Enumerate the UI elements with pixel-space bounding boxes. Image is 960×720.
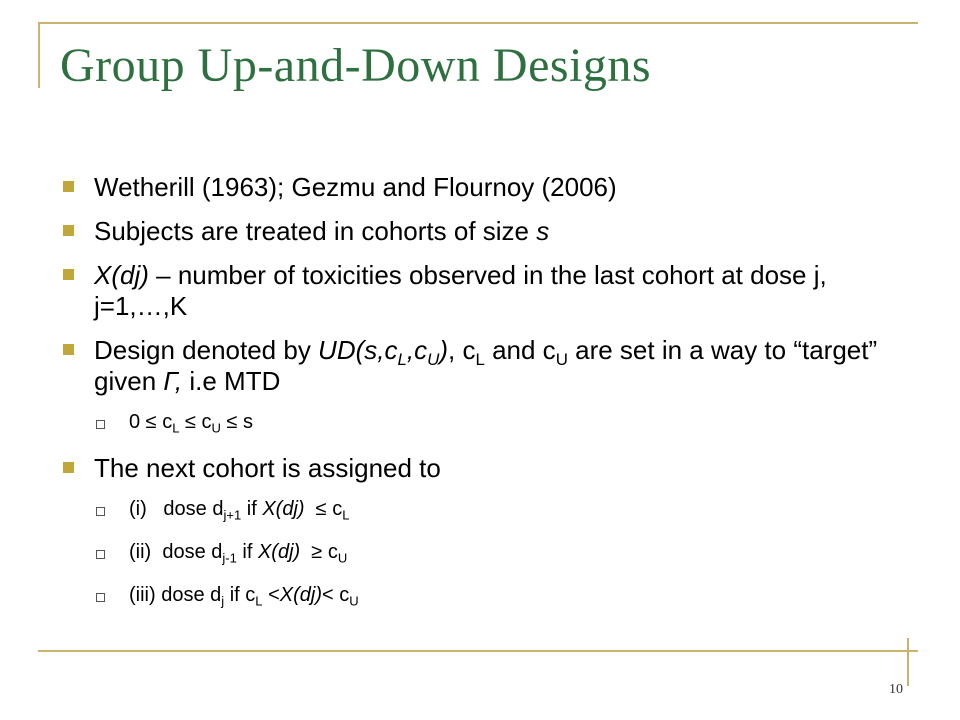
variable-text: X(dj) (94, 260, 149, 290)
bullet-text: , c (448, 335, 476, 365)
variable-text: s (536, 216, 550, 246)
subscript: L (342, 507, 350, 523)
square-bullet-icon (63, 462, 74, 473)
sub-bullet-text: ≤ s (220, 411, 254, 433)
gamma-symbol: Γ, (163, 366, 183, 396)
subscript: L (255, 593, 263, 609)
title-rule-vertical (38, 22, 40, 88)
square-bullet-icon (63, 225, 74, 236)
variable-text: X(dj) (262, 498, 305, 520)
square-outline-bullet-icon (96, 420, 105, 429)
square-bullet-icon (63, 344, 74, 355)
subscript: j (221, 593, 225, 609)
bullet-text: – number of toxicities observed in the last cohort at dose j, j=1,…,K (94, 260, 827, 321)
subscript: L (475, 349, 485, 369)
sub-bullet-text: if (241, 498, 263, 520)
square-outline-bullet-icon (96, 507, 105, 516)
bullet-text: The next cohort is assigned to (94, 453, 441, 483)
variable-text: X(dj) (257, 541, 301, 563)
sub-bullet-text: ≥ c (300, 541, 338, 563)
subscript: j-1 (222, 550, 237, 566)
sub-bullet-text: ≤ c (179, 411, 212, 433)
square-outline-bullet-icon (96, 550, 105, 559)
square-bullet-icon (63, 181, 74, 192)
sub-bullet-item (60, 497, 900, 521)
sub-bullet-text: if (236, 541, 258, 563)
slide-body (60, 172, 900, 626)
sub-bullet-text: (iii) dose d (129, 584, 222, 606)
subscript: U (211, 420, 221, 436)
sub-bullet-text: if c (224, 584, 256, 606)
subscript: U (337, 550, 348, 566)
subscript: L (172, 420, 180, 436)
bullet-text: Design denoted by (94, 335, 319, 365)
bullet-text: Subjects are treated in cohorts of size (94, 216, 537, 246)
bullet-text: and c (484, 335, 556, 365)
bullet-text: are set in a way to “target” given (94, 335, 878, 396)
sub-bullet-item (60, 410, 900, 434)
footer-rule-horizontal (38, 650, 918, 652)
bullet-item (60, 453, 900, 484)
square-outline-bullet-icon (96, 593, 105, 602)
subscript: U (555, 349, 568, 369)
sub-bullet-text: < (262, 584, 280, 606)
footer-rule-vertical (907, 638, 909, 686)
sub-bullet-item (60, 583, 900, 607)
bullet-item (60, 335, 900, 397)
bullet-item (60, 216, 900, 247)
bullet-text: i.e MTD (182, 366, 281, 396)
bullet-item (60, 260, 900, 322)
sub-bullet-text: < c (322, 584, 350, 606)
design-formula: $UD(s,c_L,c_U)$ (318, 335, 448, 369)
subscript: U (349, 593, 359, 609)
sub-bullet-item (60, 540, 900, 564)
page-number: 10 (889, 682, 903, 697)
square-bullet-icon (63, 269, 74, 280)
variable-text: X(dj) (279, 584, 322, 606)
sub-bullet-text: ≤ c (304, 498, 343, 520)
sub-bullet-text: 0 ≤ c (129, 411, 173, 433)
bullet-text: Wetherill (1963); Gezmu and Flournoy (2006) (94, 172, 617, 202)
slide-title: Group Up-and-Down Designs (60, 39, 652, 92)
sub-bullet-text: (ii) dose d (129, 541, 223, 563)
bullet-item (60, 172, 900, 203)
subscript: j+1 (223, 507, 242, 523)
title-rule-horizontal (38, 22, 918, 24)
sub-bullet-text: (i) dose d (129, 498, 224, 520)
